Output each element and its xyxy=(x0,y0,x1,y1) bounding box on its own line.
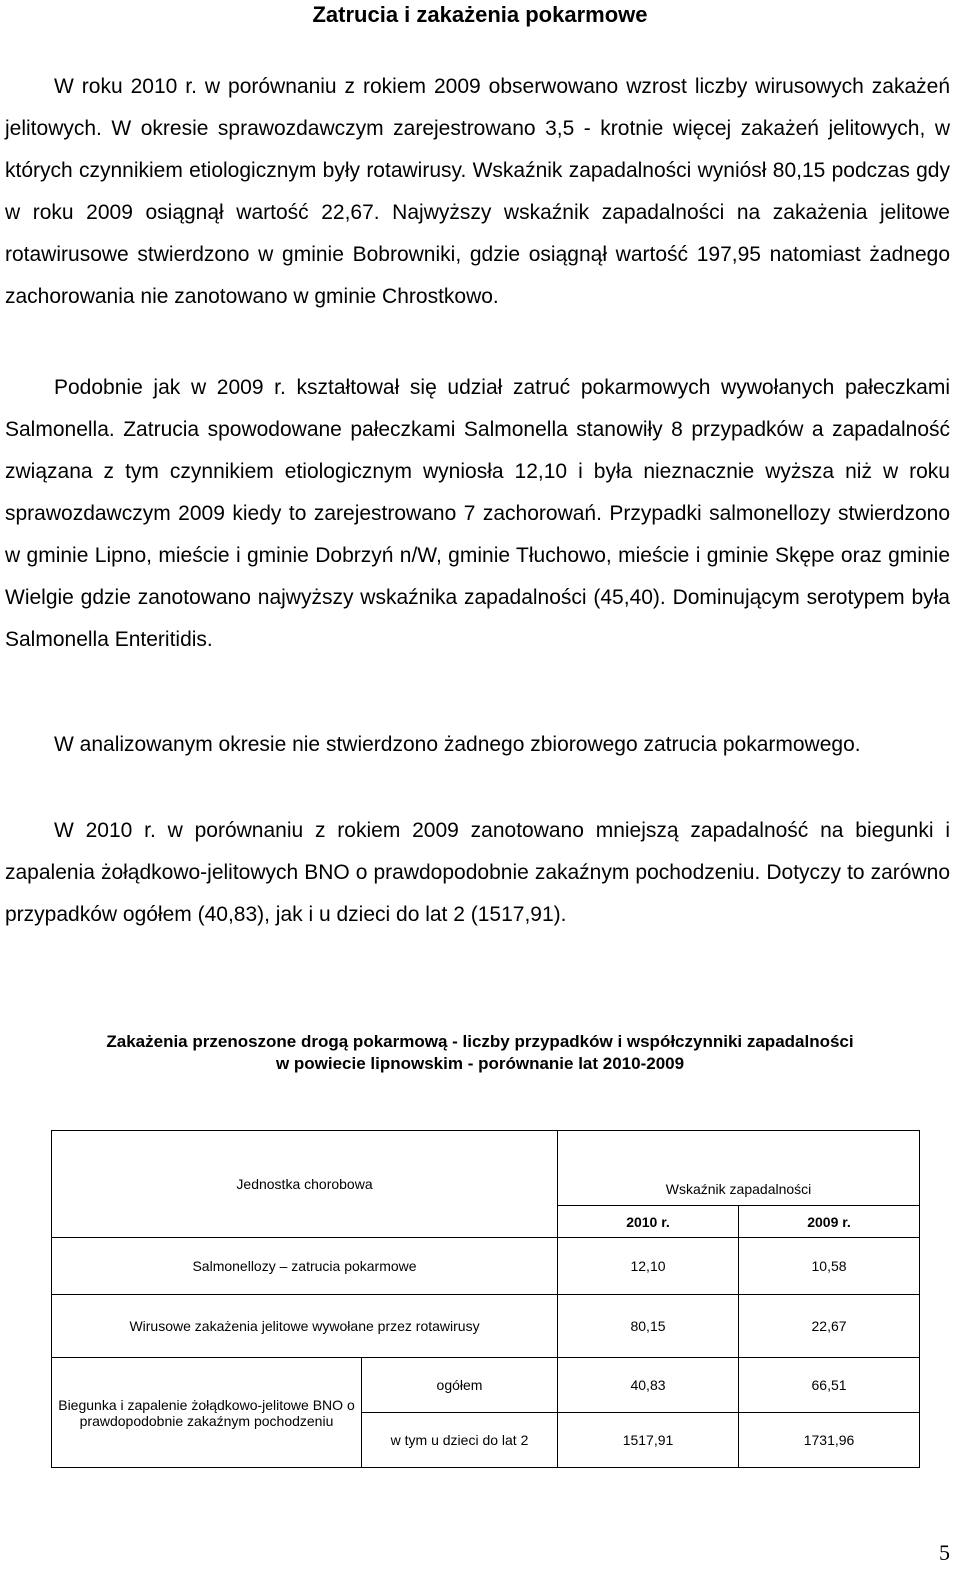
header-year-2009: 2009 r. xyxy=(739,1206,920,1238)
paragraph-salmonella: Podobnie jak w 2009 r. kształtował się udział zatruć pokarmowych wywołanych pałeczkami Salmonella. Zatrucia spowodowane pałeczkami Salmonella stanowiły 8 przypadków a zapadalność związana z tym czynnikiem etiologicznym wyniosła 12,10 i była nieznacznie wyższa niż w roku sprawozdawczym 2009 kiedy to zarejestrowano 7 zachorowań. Przypadki salmonellozy stwierdzono w gminie Lipno, mieście i gminie Dobrzyń n/W, gminie Tłuchowo, mieście i gminie Skępe oraz gminie Wielgie gdzie zanotowano najwyższy wskaźnika zapadalności (45,40). Dominującym serotypem była Salmonella Enteritidis. xyxy=(5,376,950,651)
row-value-2010: 40,83 xyxy=(558,1358,739,1413)
paragraph-rotavirus: W roku 2010 r. w porównaniu z rokiem 2009 obserwowano wzrost liczby wirusowych zakażeń jelitowych. W okresie sprawozdawczym zarejestrowano 3,5 - krotnie więcej zakażeń jelitowych, w których czynnikiem etiologicznym były rotawirusy. Wskaźnik zapadalności wyniósł 80,15 podczas gdy w roku 2009 osiągnął wartość 22,67. Najwyższy wskaźnik zapadalności na zakażenia jelitowe rotawirusowe stwierdzono w gminie Bobrowniki, gdzie osiągnął wartość 197,95 natomiast żadnego zachorowania nie zanotowano w gminie Chrostkowo. xyxy=(5,75,950,308)
subrow-label: ogółem xyxy=(362,1358,558,1413)
table-caption-line1: Zakażenia przenoszone drogą pokarmową - liczby przypadków i współczynniki zapadalności xyxy=(106,1032,854,1051)
row-label: Biegunka i zapalenie żołądkowo-jelitowe BNO o prawdopodobnie zakaźnym pochodzeniu xyxy=(52,1358,362,1468)
header-unit: Jednostka chorobowa xyxy=(52,1131,558,1238)
row-value-2009: 66,51 xyxy=(739,1358,920,1413)
row-label: Salmonellozy – zatrucia pokarmowe xyxy=(52,1238,558,1295)
page-number: 5 xyxy=(939,1540,950,1565)
row-label: Wirusowe zakażenia jelitowe wywołane przez rotawirusy xyxy=(52,1295,558,1358)
row-value-2010: 1517,91 xyxy=(558,1413,739,1468)
paragraph-group-poisoning: W analizowanym okresie nie stwierdzono żadnego zbiorowego zatrucia pokarmowego. xyxy=(54,733,861,756)
subrow-label: w tym u dzieci do lat 2 xyxy=(362,1413,558,1468)
row-value-2009: 10,58 xyxy=(739,1238,920,1295)
row-value-2009: 22,67 xyxy=(739,1295,920,1358)
table-caption xyxy=(0,1031,960,1075)
header-year-2010: 2010 r. xyxy=(558,1206,739,1238)
page-title: Zatrucia i zakażenia pokarmowe xyxy=(312,2,648,27)
row-value-2009: 1731,96 xyxy=(739,1413,920,1468)
table-row xyxy=(52,1295,920,1358)
row-value-2010: 80,15 xyxy=(558,1295,739,1358)
incidence-table xyxy=(51,1130,920,1468)
table-caption-line2: w powiecie lipnowskim - porównanie lat 2010-2009 xyxy=(275,1054,685,1073)
table-row xyxy=(52,1238,920,1295)
header-incidence-group: Wskaźnik zapadalności xyxy=(558,1131,920,1206)
table-row xyxy=(52,1358,920,1413)
paragraph-diarrhea: W 2010 r. w porównaniu z rokiem 2009 zanotowano mniejszą zapadalność na biegunki i zapalenia żołądkowo-jelitowych BNO o prawdopodobnie zakaźnym pochodzeniu. Dotyczy to zarówno przypadków ogółem (40,83), jak i u dzieci do lat 2 (1517,91). xyxy=(5,819,950,926)
row-value-2010: 12,10 xyxy=(558,1238,739,1295)
